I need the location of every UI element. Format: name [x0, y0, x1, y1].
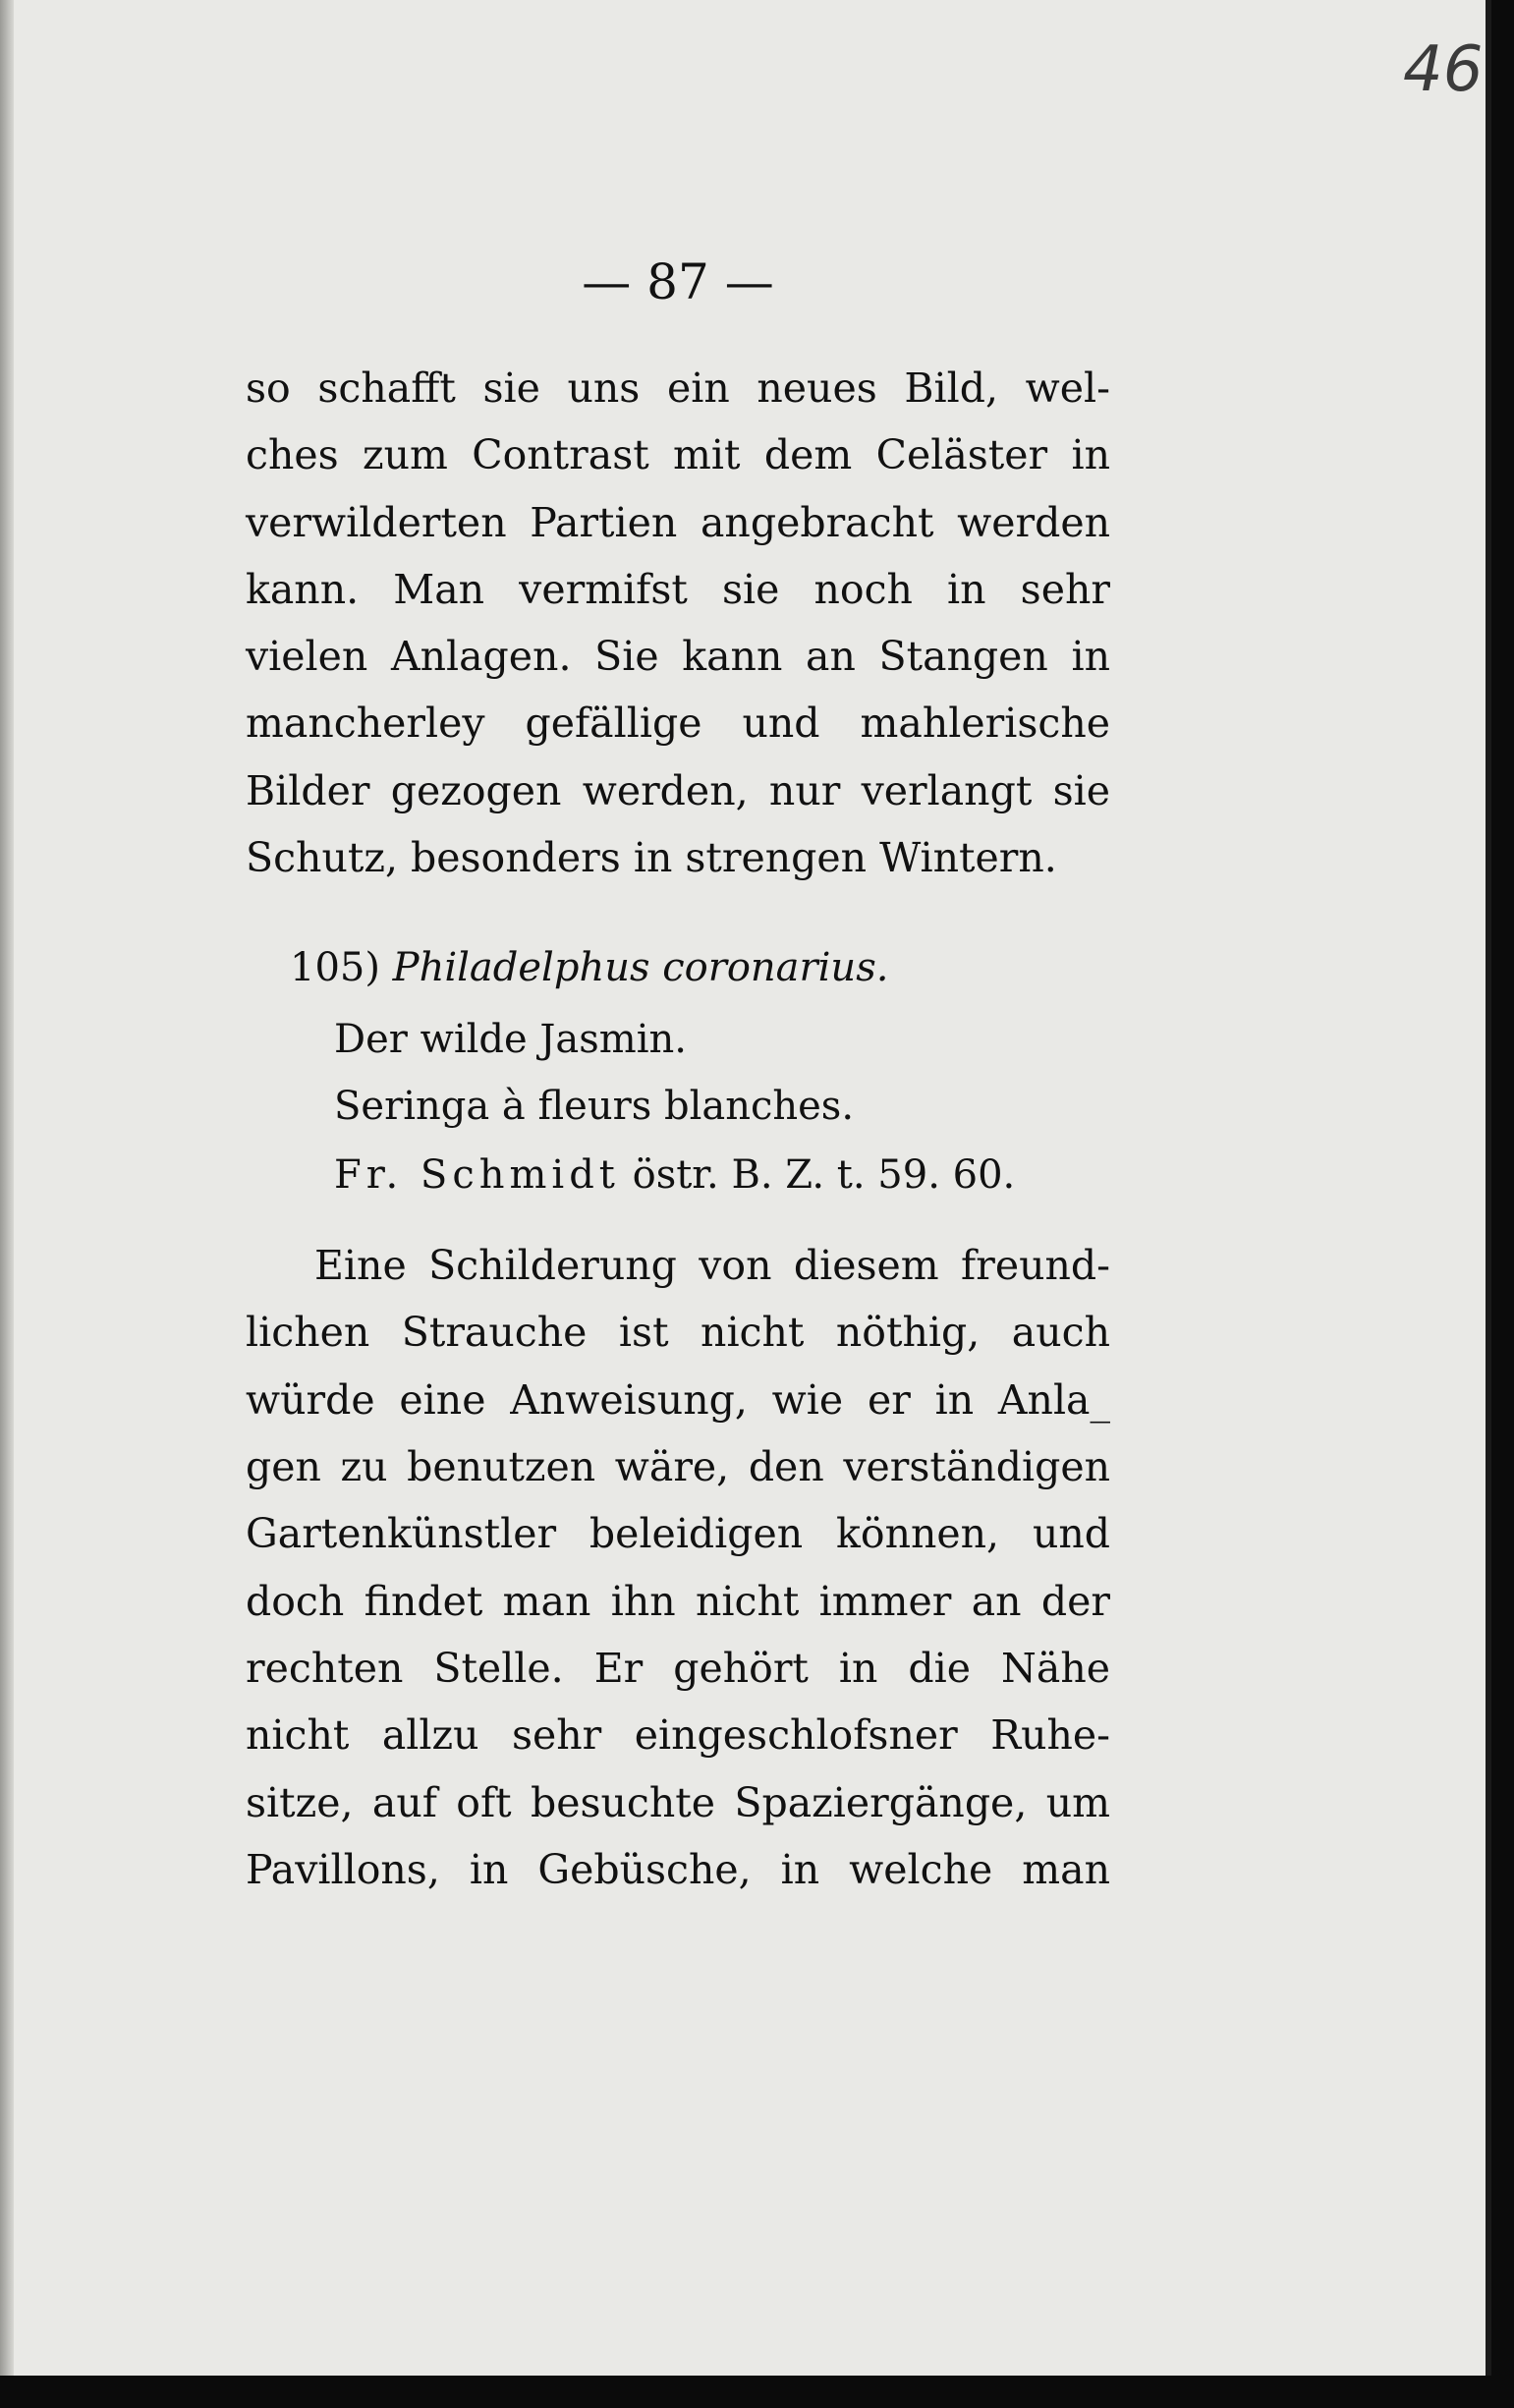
entry-latin-name: Philadelphus coronarius.	[392, 945, 889, 990]
paragraph1-line: verwilderten Partien angebracht werden	[246, 499, 1110, 546]
paragraph2-line: Pavillons, in Gebüsche, in welche man	[246, 1846, 1110, 1893]
entry-reference-author: Fr. Schmidt	[334, 1152, 620, 1198]
entry-heading	[290, 945, 889, 990]
paragraph2-line: doch findet man ihn nicht immer an der	[246, 1578, 1110, 1625]
paragraph2-line: Gartenkünstler beleidigen können, und	[246, 1510, 1110, 1557]
paragraph1-line: so schafft sie uns ein neues Bild, wel-	[246, 364, 1110, 412]
entry-number: 105)	[290, 945, 380, 990]
paragraph2-line: lichen Strauche ist nicht nöthig, auch	[246, 1309, 1110, 1356]
paragraph1-line: mancherley gefällige und mahlerische	[246, 700, 1110, 747]
scan-border	[0, 2376, 1514, 2408]
entry-french-name: Seringa à fleurs blanches.	[334, 1084, 855, 1129]
paragraph2-line: Eine Schilderung von diesem freund-	[314, 1242, 1110, 1289]
paragraph2-line: würde eine Anweisung, wie er in Anla_	[246, 1376, 1110, 1424]
paragraph2-line: nicht allzu sehr eingeschlofsner Ruhe-	[246, 1711, 1110, 1759]
paragraph1-line: Bilder gezogen werden, nur verlangt sie	[246, 767, 1110, 814]
handwritten-folio-mark: 46	[1403, 33, 1484, 106]
entry-reference	[334, 1152, 1016, 1198]
paragraph1-line: Schutz, besonders in strengen Wintern.	[246, 834, 1057, 881]
page-edge-shadow	[0, 0, 14, 2376]
page-number: — 87 —	[582, 253, 774, 310]
paragraph2-line: rechten Stelle. Er gehört in die Nähe	[246, 1645, 1110, 1692]
paragraph1-line: kann. Man vermifst sie noch in sehr	[246, 566, 1110, 613]
paragraph2-line: sitze, auf oft besuchte Spaziergänge, um	[246, 1779, 1110, 1826]
paragraph2-line: gen zu benutzen wäre, den verständigen	[246, 1443, 1110, 1490]
paragraph1-line: ches zum Contrast mit dem Celäster in	[246, 431, 1110, 478]
entry-german-name: Der wilde Jasmin.	[334, 1017, 688, 1062]
entry-reference-source: östr. B. Z. t. 59. 60.	[619, 1152, 1016, 1198]
paragraph1-line: vielen Anlagen. Sie kann an Stangen in	[246, 633, 1110, 680]
